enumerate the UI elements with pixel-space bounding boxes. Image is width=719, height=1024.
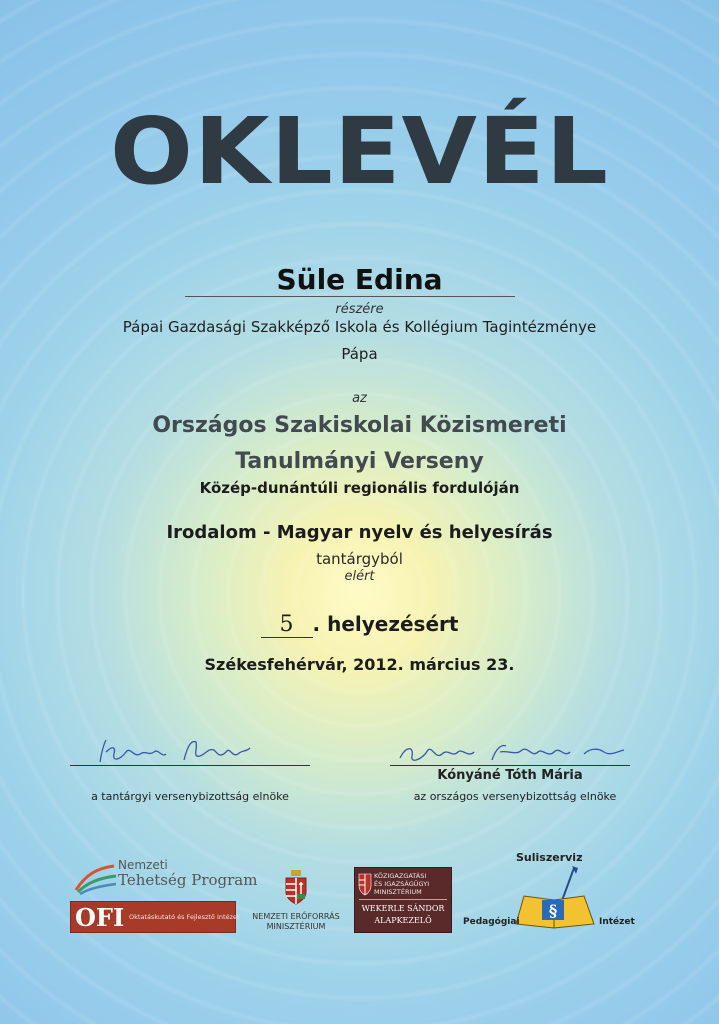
kim-wekerle-logo — [354, 867, 452, 933]
placement-suffix: . helyezésért — [312, 612, 459, 636]
school-name: Pápai Gazdasági Szakképző Iskola és Kollégium Tagintézménye — [122, 318, 597, 336]
ministry-line2: MINISZTÉRIUM — [266, 922, 326, 931]
wekerle-line1: WEKERLE SÁNDOR — [361, 904, 445, 913]
ofi-logo-abbr: OFI — [75, 903, 125, 932]
date-place: Székesfehérvár, 2012. március 23. — [204, 655, 515, 674]
ntp-logo-line1: Nemzeti — [118, 858, 168, 872]
ntp-logo-line2: Tehetség Program — [118, 871, 258, 889]
document-title: OKLEVÉL — [110, 98, 609, 205]
left-signature-caption: a tantárgyi versenybizottság elnöke — [91, 790, 289, 803]
for-label: részére — [335, 302, 384, 317]
competition-name-line2: Tanulmányi Verseny — [235, 449, 484, 474]
left-signature — [92, 732, 262, 772]
kim-line3: MINISZTÉRIUM — [374, 888, 422, 896]
placement-row — [0, 612, 719, 638]
competition-name-line1: Országos Szakiskolai Közismereti — [152, 413, 567, 438]
ministry-line1: NEMZETI ERŐFORRÁS — [252, 912, 340, 921]
ofi-logo-name: Oktatáskutató és Fejlesztő Intézet — [129, 913, 240, 921]
subject-suffix: tantárgyból — [316, 550, 403, 568]
kim-coat-of-arms-icon — [358, 872, 372, 896]
suliszerviz-title: Suliszerviz — [516, 851, 583, 864]
right-signature-caption: az országos versenybizottság elnöke — [413, 790, 617, 803]
hungarian-coat-of-arms-icon — [284, 870, 308, 906]
kim-line2: ÉS IGAZSÁGÜGYI — [374, 880, 430, 888]
suliszerviz-left-label: Pedagógiai — [463, 917, 520, 927]
competition-round: Közép-dunántúli regionális fordulóján — [199, 479, 520, 497]
recipient-underline — [185, 296, 515, 297]
right-signature-line — [390, 765, 630, 766]
open-book-icon — [512, 866, 598, 930]
wekerle-line2: ALAPKEZELŐ — [374, 916, 432, 925]
svg-text:§: § — [548, 901, 558, 920]
left-signature-line — [70, 765, 310, 766]
right-signer-name: Kónyáné Tóth Mária — [437, 768, 583, 783]
ofi-logo — [70, 901, 240, 933]
subject-name: Irodalom - Magyar nyelv és helyesírás — [166, 522, 553, 543]
achieved-label: elért — [344, 569, 375, 584]
school-city: Pápa — [341, 345, 378, 363]
kim-line1: KÖZIGAZGATÁSI — [374, 872, 427, 880]
placement-number: 5 — [261, 612, 313, 638]
recipient-name: Süle Edina — [276, 263, 443, 296]
kim-divider — [359, 899, 447, 900]
ntp-logo-icon — [72, 860, 118, 894]
suliszerviz-right-label: Intézet — [599, 917, 635, 927]
article-label: az — [352, 391, 367, 406]
